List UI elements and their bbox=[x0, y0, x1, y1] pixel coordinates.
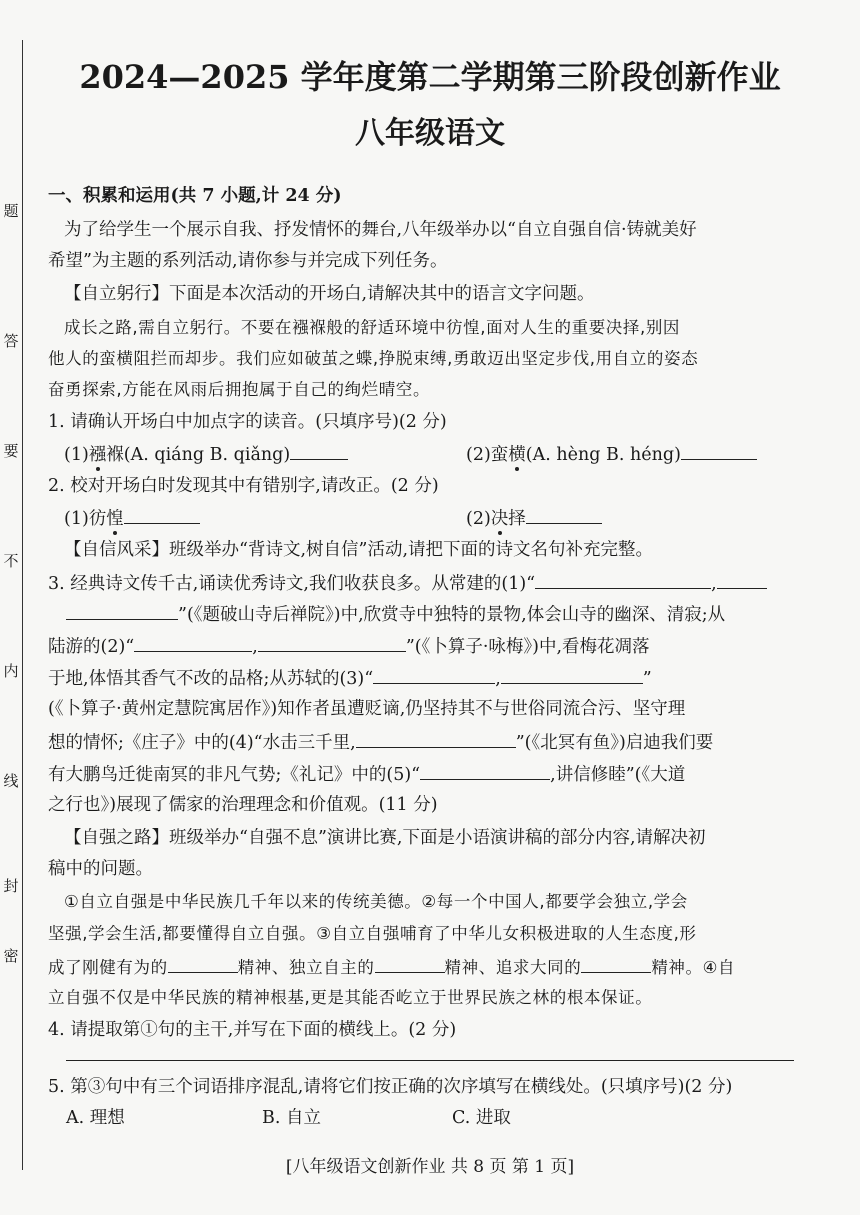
page-subtitle: 八年级语文 bbox=[355, 116, 505, 151]
task-heading: 【自信风采】班级举办“背诗文,树自信”活动,请把下面的诗文名句补充完整。 bbox=[64, 540, 654, 560]
answer-blank[interactable] bbox=[581, 954, 651, 973]
question-1-item-1: (1)襁褓(A. qiáng B. qiǎng) bbox=[64, 441, 348, 467]
answer-blank[interactable] bbox=[356, 729, 516, 748]
question-3: 之行也》)展现了儒家的治理理念和价值观。(11 分) bbox=[48, 795, 438, 815]
speech-text: 立自强不仅是中华民族的精神根基,更是其能否屹立于世界民族之林的根本保证。 bbox=[48, 988, 653, 1007]
question-3: ”(《题破山寺后禅院》)中,欣赏寺中独特的景物,体会山寺的幽深、清寂;从 bbox=[66, 601, 725, 627]
question-2-item-1: (1)彷惶 bbox=[64, 505, 200, 531]
answer-blank[interactable] bbox=[258, 633, 406, 652]
answer-line[interactable] bbox=[66, 1060, 794, 1061]
answer-blank[interactable] bbox=[373, 665, 495, 684]
question-1-item-2: (2)蛮横(A. hèng B. héng) bbox=[466, 441, 757, 467]
seal-char: 要 bbox=[3, 442, 19, 460]
option-c: C. 进取 bbox=[452, 1108, 511, 1128]
answer-blank[interactable] bbox=[124, 505, 200, 524]
passage-text: 他人的蛮横阻拦而却步。我们应如破茧之蝶,挣脱束缚,勇敢迈出坚定步伐,用自立的姿态 bbox=[48, 349, 699, 368]
task-heading: 【自强之路】班级举办“自强不息”演讲比赛,下面是小语演讲稿的部分内容,请解决初 bbox=[64, 828, 706, 848]
answer-blank[interactable] bbox=[66, 601, 178, 620]
answer-blank[interactable] bbox=[168, 954, 238, 973]
page-footer: [八年级语文创新作业 共 8 页 第 1 页] bbox=[285, 1157, 575, 1177]
answer-blank[interactable] bbox=[134, 633, 252, 652]
question-3: 陆游的(2)“ , ”(《卜算子·咏梅》)中,看梅花凋落 bbox=[48, 633, 650, 659]
question-3: 于地,体悟其香气不改的品格;从苏轼的(3)“ , ” bbox=[48, 665, 652, 691]
answer-blank[interactable] bbox=[501, 665, 643, 684]
question-3: 想的情怀;《庄子》中的(4)“水击三千里, ”(《北冥有鱼》)启迪我们要 bbox=[48, 729, 713, 755]
option-b: B. 自立 bbox=[262, 1108, 321, 1128]
answer-blank[interactable] bbox=[535, 570, 711, 589]
intro-text: 希望”为主题的系列活动,请你参与并完成下列任务。 bbox=[48, 251, 448, 271]
section-heading: 一、积累和运用(共 7 小题,计 24 分) bbox=[48, 186, 342, 206]
question-2: 2. 校对开场白时发现其中有错别字,请改正。(2 分) bbox=[48, 476, 439, 496]
seal-char: 不 bbox=[3, 552, 19, 570]
seal-char: 答 bbox=[3, 332, 19, 350]
speech-text: 成了刚健有为的 精神、独立自主的 精神、追求大同的 精神。④自 bbox=[48, 954, 735, 980]
answer-blank[interactable] bbox=[290, 441, 348, 460]
answer-blank[interactable] bbox=[375, 954, 445, 973]
option-a: A. 理想 bbox=[66, 1108, 125, 1128]
seal-char: 题 bbox=[3, 202, 19, 220]
question-3: 有大鹏鸟迁徙南冥的非凡气势;《礼记》中的(5)“ ,讲信修睦”(《大道 bbox=[48, 761, 685, 787]
answer-blank[interactable] bbox=[681, 441, 757, 460]
question-2-item-2: (2)决择 bbox=[466, 505, 602, 531]
passage-text: 成长之路,需自立躬行。不要在襁褓般的舒适环境中彷惶,面对人生的重要决择,别因 bbox=[64, 318, 681, 337]
speech-text: ①自立自强是中华民族几千年以来的传统美德。②每一个中国人,都要学会独立,学会 bbox=[64, 892, 688, 911]
binding-margin-line bbox=[22, 40, 23, 1170]
seal-char: 内 bbox=[3, 662, 19, 680]
question-3: 3. 经典诗文传千古,诵读优秀诗文,我们收获良多。从常建的(1)“ , bbox=[48, 570, 767, 596]
task-heading: 【自立躬行】下面是本次活动的开场白,请解决其中的语言文字问题。 bbox=[64, 284, 595, 304]
answer-blank[interactable] bbox=[717, 570, 767, 589]
question-1: 1. 请确认开场白中加点字的读音。(只填序号)(2 分) bbox=[48, 412, 447, 432]
answer-blank[interactable] bbox=[526, 505, 602, 524]
task-heading: 稿中的问题。 bbox=[48, 859, 153, 879]
answer-blank[interactable] bbox=[420, 761, 550, 780]
seal-char: 封 bbox=[3, 877, 19, 895]
seal-char: 线 bbox=[3, 772, 19, 790]
question-4: 4. 请提取第①句的主干,并写在下面的横线上。(2 分) bbox=[48, 1020, 457, 1040]
question-5: 5. 第③句中有三个词语排序混乱,请将它们按正确的次序填写在横线处。(只填序号)(2 分) bbox=[48, 1077, 733, 1097]
speech-text: 坚强,学会生活,都要懂得自立自强。③自立自强哺育了中华儿女积极进取的人生态度,形 bbox=[48, 924, 697, 943]
page-title: 2024—2025 学年度第二学期第三阶段创新作业 bbox=[79, 58, 781, 96]
seal-char: 密 bbox=[3, 947, 19, 965]
question-3: (《卜算子·黄州定慧院寓居作》)知作者虽遭贬谪,仍坚持其不与世俗同流合污、坚守理 bbox=[48, 699, 686, 719]
intro-text: 为了给学生一个展示自我、抒发情怀的舞台,八年级举办以“自立自强自信·铸就美好 bbox=[64, 220, 697, 240]
passage-text: 奋勇探索,方能在风雨后拥抱属于自己的绚烂晴空。 bbox=[48, 380, 431, 399]
